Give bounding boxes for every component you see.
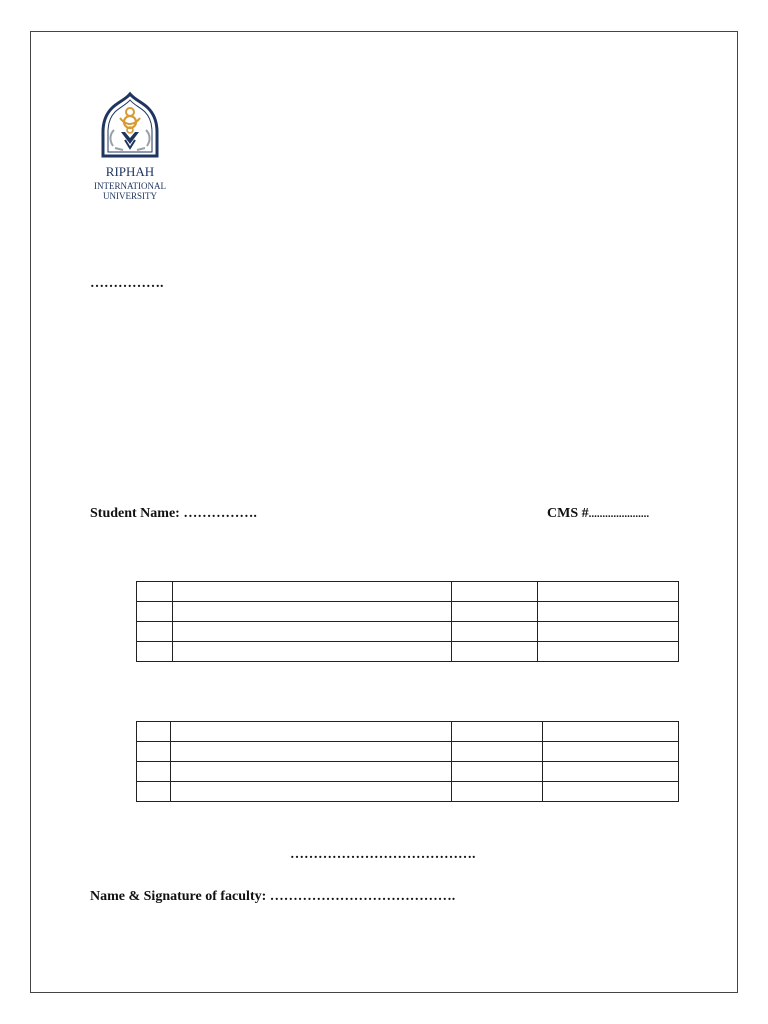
table-cell[interactable]: [137, 762, 171, 782]
table-cell[interactable]: [172, 622, 451, 642]
table-cell[interactable]: [543, 782, 679, 802]
table-cell[interactable]: [452, 642, 538, 662]
cms-line: [547, 506, 649, 522]
table-row: [137, 582, 679, 602]
cms-field[interactable]: ......................: [588, 508, 650, 520]
table-row: [137, 622, 679, 642]
table-cell[interactable]: [137, 742, 171, 762]
faculty-signature-line: [90, 889, 455, 905]
table-cell[interactable]: [170, 742, 451, 762]
table2-body: [137, 722, 679, 802]
table-cell[interactable]: [172, 602, 451, 622]
table-cell[interactable]: [137, 582, 173, 602]
table1-body: [137, 582, 679, 662]
table-cell[interactable]: [137, 722, 171, 742]
table-cell[interactable]: [538, 642, 679, 662]
student-name-line: [90, 506, 257, 522]
table-cell[interactable]: [538, 602, 679, 622]
cms-label: CMS #: [547, 506, 589, 521]
table-cell[interactable]: [543, 762, 679, 782]
table-cell[interactable]: [543, 742, 679, 762]
table-cell[interactable]: [452, 602, 538, 622]
table-cell[interactable]: [172, 642, 451, 662]
table-cell[interactable]: [172, 582, 451, 602]
table-cell[interactable]: [137, 622, 173, 642]
blank-table-2: [136, 721, 679, 802]
table-row: [137, 762, 679, 782]
table-row: [137, 782, 679, 802]
table-cell[interactable]: [452, 582, 538, 602]
student-name-label: Student Name:: [90, 506, 184, 521]
table-cell[interactable]: [538, 622, 679, 642]
title-placeholder: …………….: [90, 276, 164, 291]
table-cell[interactable]: [170, 782, 451, 802]
table-cell[interactable]: [170, 722, 451, 742]
table-cell[interactable]: [543, 722, 679, 742]
blank-table-1: [136, 581, 679, 662]
table-cell[interactable]: [170, 762, 451, 782]
faculty-signature-field[interactable]: ………………………………….: [269, 889, 456, 904]
logo-text-university: UNIVERSITY: [103, 191, 157, 201]
table-row: [137, 642, 679, 662]
table-cell[interactable]: [452, 722, 543, 742]
table-row: [137, 602, 679, 622]
faculty-label: Name & Signature of faculty:: [90, 889, 270, 904]
table-cell[interactable]: [452, 622, 538, 642]
logo-text-riphah: RIPHAH: [105, 164, 155, 179]
student-name-field[interactable]: …………….: [183, 506, 257, 521]
center-placeholder: ………………………………….: [290, 847, 476, 862]
table-cell[interactable]: [137, 782, 171, 802]
table-row: [137, 742, 679, 762]
table-cell[interactable]: [452, 782, 543, 802]
logo-text-international: INTERNATIONAL: [94, 181, 166, 191]
table-cell[interactable]: [452, 742, 543, 762]
table-cell[interactable]: [452, 762, 543, 782]
table-row: [137, 722, 679, 742]
table-cell[interactable]: [538, 582, 679, 602]
table-cell[interactable]: [137, 642, 173, 662]
riphah-university-logo: [85, 90, 175, 205]
table-cell[interactable]: [137, 602, 173, 622]
